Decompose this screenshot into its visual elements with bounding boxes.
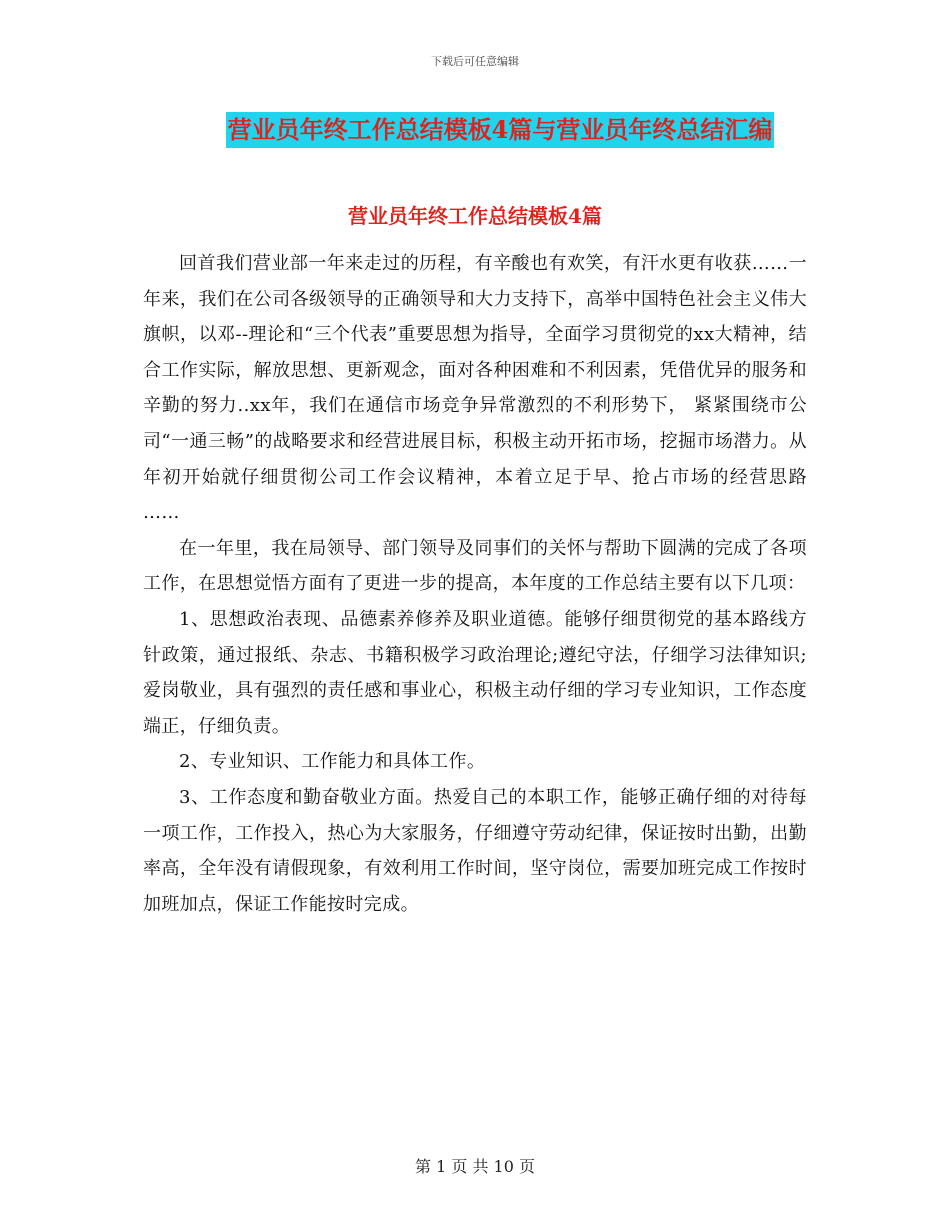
page-footer: 第 1 页 共 10 页 [415, 1157, 535, 1176]
document-title-row [0, 112, 950, 148]
paragraph: 2、专业知识、工作能力和具体工作。 [179, 751, 486, 773]
paragraph: 3、工作态度和勤奋敬业方面。热爱自己的本职工作，能够正确仔细的对待每一项工作，工作投入，热心为大家服务，仔细遵守劳动纪律，保证按时出勤，出勤率高，全年没有请假现象，有效利用工作时间，坚守岗位，需要加班完成工作按时加班加点，保证工作能按时完成。 [143, 786, 807, 915]
paragraph: 回首我们营业部一年来走过的历程，有辛酸也有欢笑，有汗水更有收获……一年来，我们在公司各级领导的正确领导和大力支持下，高举中国特色社会主义伟大旗帜，以邓--理论和“三个代表”重要思想为指导，全面学习贯彻党的xx大精神，结合工作实际，解放思想、更新观念，面对各种困难和不利因素，凭借优异的服务和辛勤的努力..xx年，我们在通信市场竞争异常激烈的不利形势下， 紧紧围绕市公司“一通三畅”的战略要求和经营进展目标，积极主动开拓市场，挖掘市场潜力。从年初开始就仔细贯彻公司工作会议精神，本着立足于早、抢占市场的经营思路 …… [143, 253, 807, 524]
body-text [143, 246, 807, 922]
document-title: 营业员年终工作总结模板4篇与营业员年终总结汇编 [226, 112, 775, 148]
section-title: 营业员年终工作总结模板4篇 [348, 204, 602, 228]
paragraph: 1、思想政治表现、品德素养修养及职业道德。能够仔细贯彻党的基本路线方针政策，通过报纸、杂志、书籍积极学习政治理论;遵纪守法，仔细学习法律知识;爱岗敬业，具有强烈的责任感和事业心，积极主动仔细的学习专业知识，工作态度端正，仔细负责。 [143, 608, 807, 737]
paragraph: 在一年里，我在局领导、部门领导及同事们的关怀与帮助下圆满的完成了各项工作，在思想觉悟方面有了更进一步的提高，本年度的工作总结主要有以下几项： [143, 537, 807, 595]
header-note: 下载后可任意编辑 [431, 55, 519, 68]
